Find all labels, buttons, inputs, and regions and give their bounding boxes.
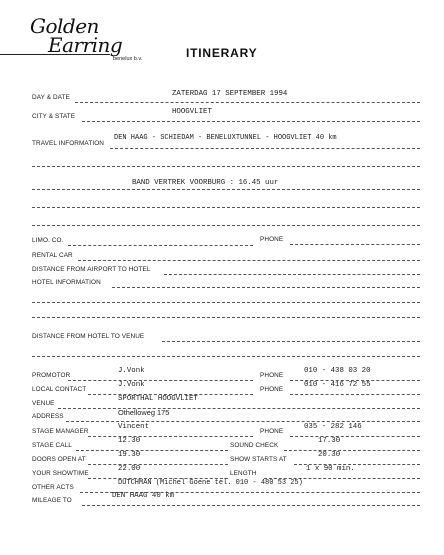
promotor-line	[68, 380, 253, 381]
travel-line-5	[32, 225, 420, 226]
page-title: ITINERARY	[186, 46, 258, 60]
limo-label: LIMO. CO.	[32, 237, 64, 244]
showtime-value: 22.00	[118, 465, 141, 473]
hotel-info-line	[112, 287, 420, 288]
doors-open-line	[88, 464, 228, 465]
show-starts-label: SHOW STARTS AT	[230, 456, 287, 463]
hotel-line-2	[32, 302, 420, 303]
phone-local-value: 010 - 416 72 55	[304, 381, 371, 389]
venue-line-2	[32, 356, 420, 357]
address-line	[66, 421, 420, 422]
other-acts-label: OTHER ACTS	[32, 484, 74, 491]
phone-1-label: PHONE	[260, 236, 284, 243]
logo-underline	[0, 54, 110, 55]
length-value: 1 x 90 min.	[306, 465, 355, 473]
rental-car-line	[78, 260, 420, 261]
travel-line-2	[32, 166, 420, 167]
doors-open-value: 19.30	[118, 451, 141, 459]
distance-airport-label: DISTANCE FROM AIRPORT TO HOTEL	[32, 266, 151, 273]
sound-check-label: SOUND CHECK	[230, 442, 279, 449]
mileage-value: DEN HAAG 40 km	[112, 492, 175, 500]
stage-manager-line	[88, 436, 253, 437]
distance-venue-label: DISTANCE FROM HOTEL TO VENUE	[32, 333, 145, 340]
phone-promotor-label: PHONE	[260, 372, 284, 379]
local-contact-label: LOCAL CONTACT	[32, 386, 87, 393]
venue-line	[58, 408, 420, 409]
day-date-value: ZATERDAG 17 SEPTEMBER 1994	[172, 90, 288, 98]
logo-golden: Golden	[30, 14, 99, 38]
distance-airport-line	[164, 274, 420, 275]
day-date-label: DAY & DATE	[32, 94, 70, 101]
phone-local-label: PHONE	[260, 386, 284, 393]
stage-call-value: 12.30	[118, 437, 141, 445]
phone-stage-value: 035 - 282 146	[304, 423, 362, 431]
logo-earring: Earring	[48, 33, 123, 57]
travel-info-line	[110, 148, 420, 149]
travel-line-3	[32, 189, 420, 190]
logo-subtitle: benelux b.v.	[113, 56, 143, 62]
travel-info-value: DEN HAAG - SCHIEDAM - BENELUXTUNNEL - HOOGVLIET 40 km	[114, 134, 337, 142]
doors-open-label: DOORS OPEN AT	[32, 456, 86, 463]
length-label: LENGTH	[230, 470, 257, 477]
travel-line-4	[32, 207, 420, 208]
stage-manager-label: STAGE MANAGER	[32, 428, 89, 435]
phone-stage-line	[290, 436, 420, 437]
promotor-label: PROMOTOR	[32, 372, 71, 379]
hotel-line-3	[32, 317, 420, 318]
rental-car-label: RENTAL CAR	[32, 252, 73, 259]
limo-line	[68, 245, 253, 246]
show-starts-value: 20.30	[318, 451, 341, 459]
stage-manager-value: Vincent	[118, 423, 150, 431]
other-acts-value: DUTCHMAN (Michel Goene tel. 010 - 480 53 25)	[118, 479, 303, 487]
city-state-value: HOOGVLIET	[172, 108, 212, 116]
venue-value: SPORTHAL HOOGVLIET	[118, 395, 198, 403]
phone-promotor-value: 010 - 438 03 20	[304, 367, 371, 375]
sound-check-value: 17.30	[318, 437, 341, 445]
phone-local-line	[290, 394, 420, 395]
local-contact-value: J.Vonk	[118, 381, 145, 389]
sound-check-line	[284, 450, 420, 451]
phone-1-line	[290, 244, 420, 245]
travel-info-label: TRAVEL INFORMATION	[32, 140, 104, 147]
day-date-line	[75, 102, 420, 103]
distance-venue-line	[162, 341, 420, 342]
city-state-line	[82, 121, 420, 122]
stage-call-line	[76, 450, 228, 451]
hotel-info-label: HOTEL INFORMATION	[32, 279, 101, 286]
promotor-value: J.Vonk	[118, 367, 145, 375]
mileage-label: MILEAGE TO	[32, 497, 72, 504]
mileage-line	[82, 505, 420, 506]
venue-label: VENUE	[32, 400, 55, 407]
address-label: ADDRESS	[32, 413, 64, 420]
stage-call-label: STAGE CALL	[32, 442, 72, 449]
travel-info-value-2: BAND VERTREK VOORBURG : 16.45 uur	[132, 179, 279, 187]
city-state-label: CITY & STATE	[32, 113, 76, 120]
phone-stage-label: PHONE	[260, 428, 284, 435]
address-value: Othelloweg 175	[118, 408, 170, 417]
showtime-label: YOUR SHOWTIME	[32, 470, 89, 477]
